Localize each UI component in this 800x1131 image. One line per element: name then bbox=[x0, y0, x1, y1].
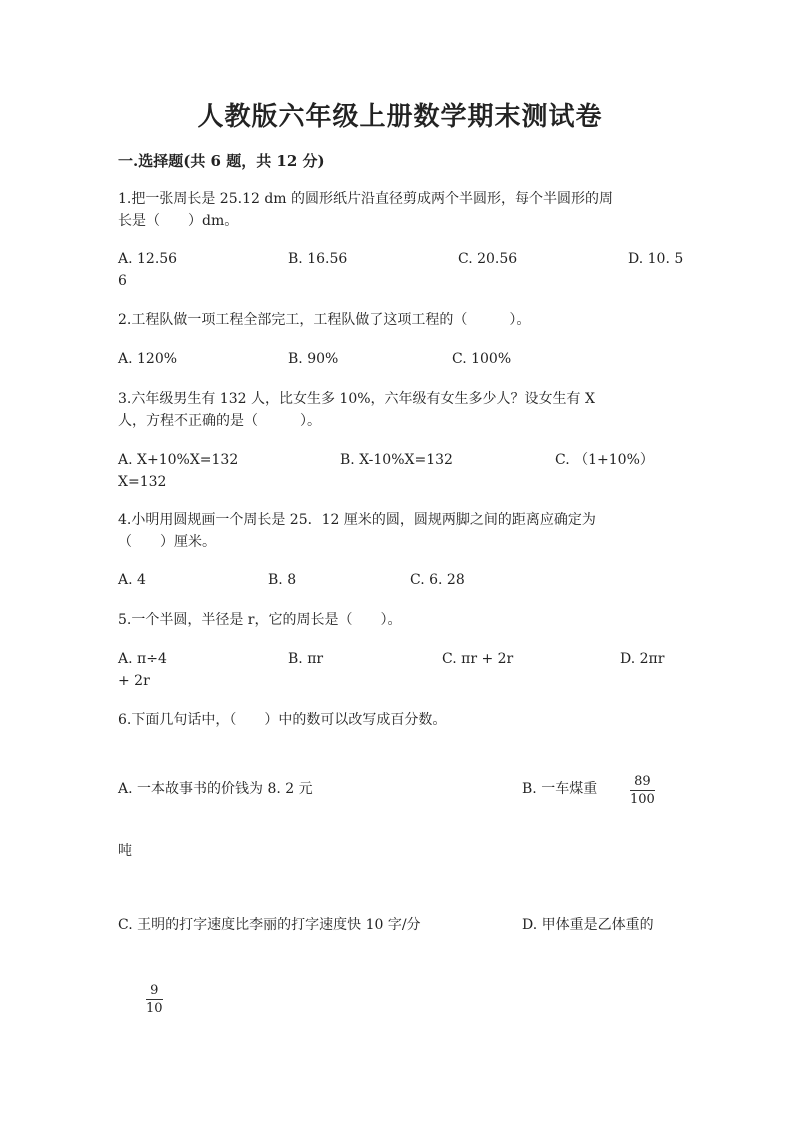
q5-option-a: A. π÷4 bbox=[118, 651, 167, 667]
fraction-numerator: 89 bbox=[634, 774, 651, 789]
question-4-line-1: 4.小明用圆规画一个周长是 25．12 厘米的圆，圆规两脚之间的距离应确定为 bbox=[118, 512, 596, 528]
q4-option-b: B. 8 bbox=[268, 572, 297, 588]
q2-option-c: C. 100% bbox=[452, 351, 512, 367]
q4-option-c: C. 6. 28 bbox=[410, 572, 465, 588]
fraction-denominator: 100 bbox=[630, 792, 655, 807]
page-title: 人教版六年级上册数学期末测试卷 bbox=[197, 102, 603, 132]
fraction-bar bbox=[630, 790, 655, 791]
question-5-stem: 5.一个半圆，半径是 r，它的周长是（ ）。 bbox=[118, 612, 402, 628]
q6-option-c: C. 王明的打字速度比李丽的打字速度快 10 字/分 bbox=[118, 917, 421, 933]
fraction-bar bbox=[146, 999, 163, 1000]
question-4-stem bbox=[118, 509, 688, 553]
question-4-line-2: （ ）厘米。 bbox=[118, 534, 216, 550]
q4-option-a: A. 4 bbox=[118, 572, 146, 588]
q2-option-a: A. 120% bbox=[118, 351, 178, 367]
question-3-line-2: 人，方程不正确的是（ ）。 bbox=[118, 413, 321, 429]
section-heading: 一.选择题(共 6 题，共 12 分) bbox=[118, 152, 325, 170]
q6-option-b-fraction bbox=[630, 774, 655, 807]
q3-option-a: A. X+10%X=132 bbox=[118, 452, 239, 468]
q6-option-d: D. 甲体重是乙体重的 bbox=[522, 917, 654, 933]
question-3-stem bbox=[118, 388, 688, 432]
q6-option-b: B. 一车煤重 bbox=[522, 781, 598, 797]
q5-option-c: C. πr + 2r bbox=[442, 651, 514, 667]
q1-option-a: A. 12.56 bbox=[118, 251, 178, 267]
question-1-line-2: 长是（ ）dm。 bbox=[118, 213, 239, 229]
fraction-numerator: 9 bbox=[150, 983, 159, 998]
q3-option-b: B. X-10%X=132 bbox=[340, 452, 453, 468]
q3-option-c: C. （1+10%） bbox=[555, 452, 654, 468]
q6-option-d-fraction bbox=[146, 983, 163, 1016]
question-1-line-1: 1.把一张周长是 25.12 dm 的圆形纸片沿直径剪成两个半圆形，每个半圆形的周 bbox=[118, 191, 614, 207]
question-3-line-1: 3.六年级男生有 132 人，比女生多 10%，六年级有女生多少人？设女生有 X bbox=[118, 391, 595, 407]
q1-option-d-wrap: 6 bbox=[118, 273, 127, 289]
q1-option-c: C. 20.56 bbox=[458, 251, 518, 267]
question-1-stem bbox=[118, 188, 688, 232]
q6-option-b-unit: 吨 bbox=[118, 843, 132, 859]
question-2-stem: 2.工程队做一项工程全部完工，工程队做了这项工程的（ ）。 bbox=[118, 312, 531, 328]
q2-option-b: B. 90% bbox=[288, 351, 339, 367]
q5-option-d: D. 2πr bbox=[620, 651, 665, 667]
q6-option-a: A. 一本故事书的价钱为 8. 2 元 bbox=[118, 781, 313, 797]
fraction-denominator: 10 bbox=[146, 1001, 163, 1016]
q1-option-d: D. 10. 5 bbox=[628, 251, 684, 267]
q1-option-b: B. 16.56 bbox=[288, 251, 348, 267]
q5-option-d-wrap: + 2r bbox=[118, 673, 150, 689]
question-6-stem: 6.下面几句话中，（ ）中的数可以改写成百分数。 bbox=[118, 712, 447, 728]
q3-option-c-wrap: X=132 bbox=[118, 474, 167, 490]
q5-option-b: B. πr bbox=[288, 651, 324, 667]
